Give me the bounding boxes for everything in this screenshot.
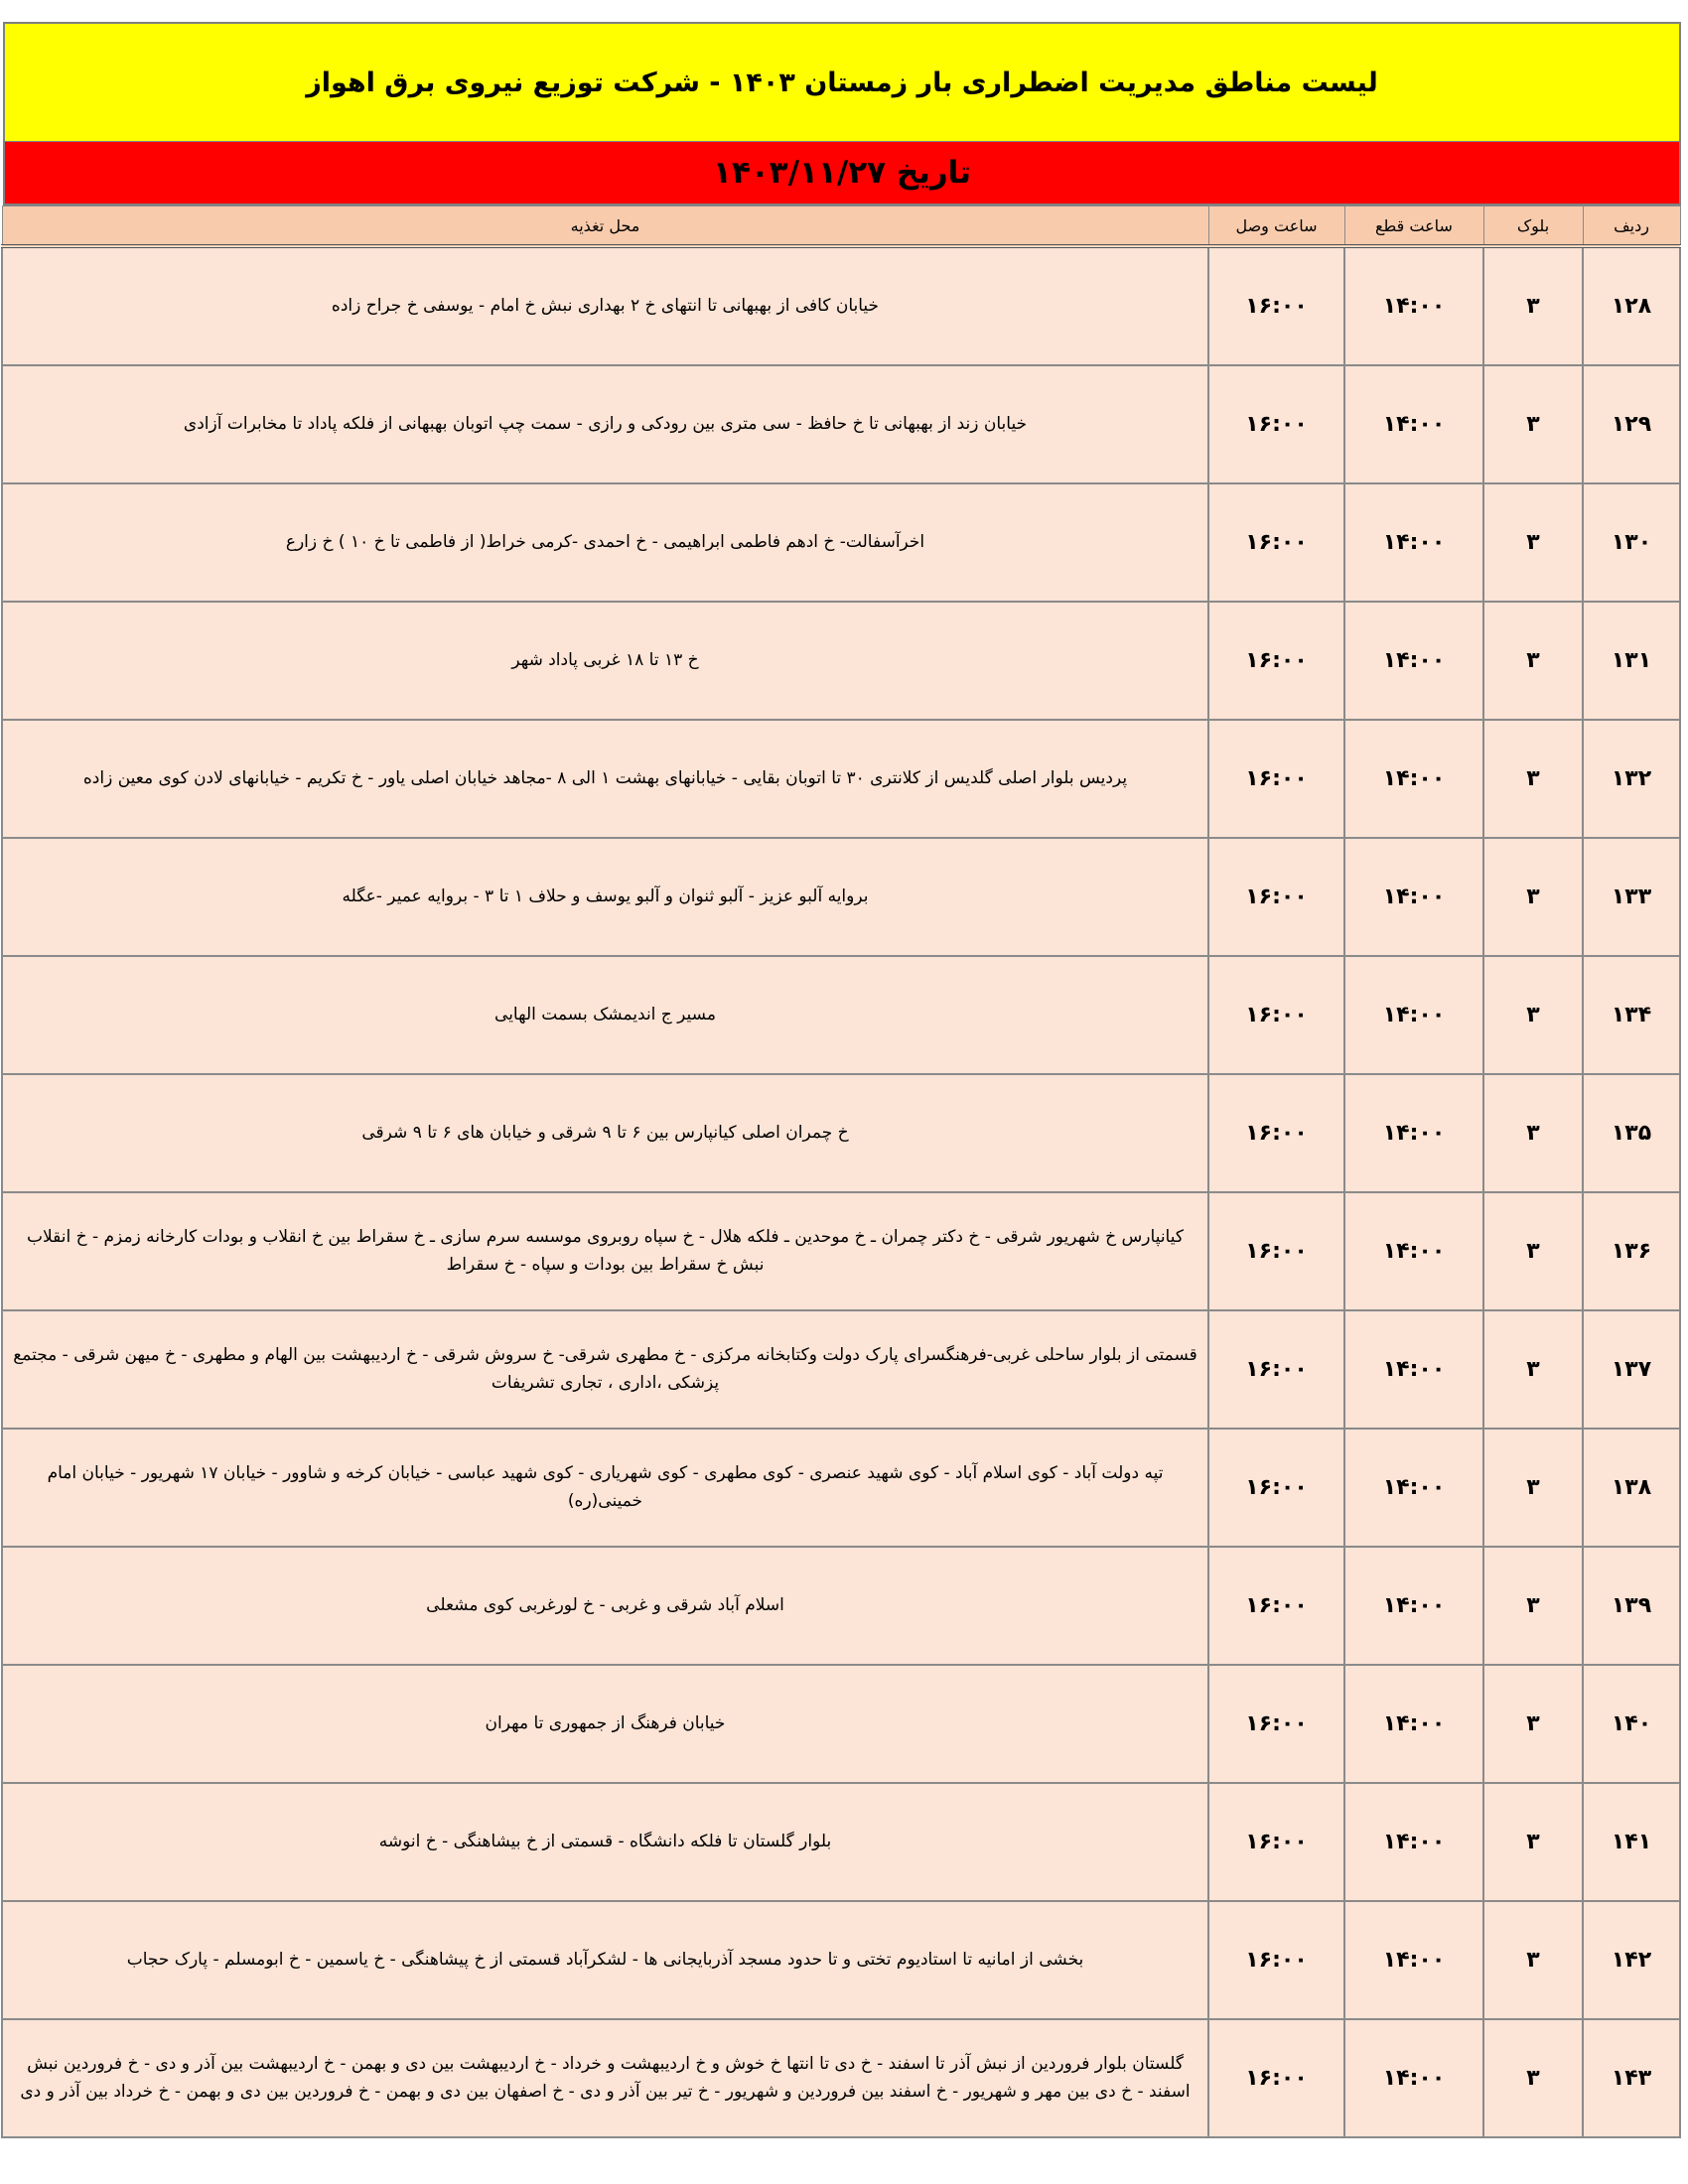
table-row (2, 602, 1680, 720)
cut-time-cell: ۱۴:۰۰ (1344, 1074, 1483, 1192)
row-number-cell: ۱۳۴ (1583, 956, 1680, 1074)
block-cell: ۳ (1483, 1074, 1583, 1192)
location-cell: پردیس بلوار اصلی گلدیس از کلانتری ۳۰ تا اتوبان بقایی - خیابانهای بهشت ۱ الی ۸ -مجاهد خیابان اصلی یاور - خ تکریم - خیابانهای لادن کوی معین زاده (2, 720, 1208, 838)
connect-time-cell: ۱۶:۰۰ (1208, 602, 1344, 720)
location-cell: قسمتی از بلوار ساحلی غربی-فرهنگسرای پارک دولت وکتابخانه مرکزی - خ مطهری شرقی- خ سروش شرقی - خ اردیبهشت بین الهام و مطهری - خ میهن شرقی - مجتمع پزشکی ،اداری ، تجاری تشریفات (2, 1310, 1208, 1429)
row-number-cell: ۱۴۳ (1583, 2019, 1680, 2137)
cut-time-cell: ۱۴:۰۰ (1344, 720, 1483, 838)
block-cell: ۳ (1483, 1665, 1583, 1783)
connect-time-cell: ۱۶:۰۰ (1208, 246, 1344, 365)
cut-time-cell: ۱۴:۰۰ (1344, 365, 1483, 483)
row-number-cell: ۱۲۹ (1583, 365, 1680, 483)
connect-time-cell: ۱۶:۰۰ (1208, 1547, 1344, 1665)
row-number-cell: ۱۳۷ (1583, 1310, 1680, 1429)
header-location: محل تغذیه (2, 206, 1208, 247)
block-cell: ۳ (1483, 1192, 1583, 1310)
block-cell: ۳ (1483, 838, 1583, 956)
cut-time-cell: ۱۴:۰۰ (1344, 1783, 1483, 1901)
cut-time-cell: ۱۴:۰۰ (1344, 1310, 1483, 1429)
connect-time-cell: ۱۶:۰۰ (1208, 365, 1344, 483)
row-number-cell: ۱۳۱ (1583, 602, 1680, 720)
row-number-cell: ۱۴۱ (1583, 1783, 1680, 1901)
connect-time-cell: ۱۶:۰۰ (1208, 483, 1344, 602)
table-row (2, 956, 1680, 1074)
table-row (2, 2019, 1680, 2137)
block-cell: ۳ (1483, 1783, 1583, 1901)
table-row (2, 483, 1680, 602)
table-row (2, 1192, 1680, 1310)
connect-time-cell: ۱۶:۰۰ (1208, 838, 1344, 956)
table-header-row (2, 206, 1680, 247)
location-cell: بروایه آلبو عزیز - آلبو ثنوان و آلبو یوسف و حلاف ۱ تا ۳ - بروایه عمیر -عگله (2, 838, 1208, 956)
location-cell: گلستان بلوار فروردین از نبش آذر تا اسفند - خ دی تا انتها خ خوش و خ اردیبهشت و خرداد - خ اردیبهشت بین دی و بهمن - خ اردیبهشت بین آذر و دی - خ فروردین نبش اسفند - خ دی بین مهر و شهریور - خ اسفند بین فروردین و شهریور - خ تیر بین آذر و دی - خ اصفهان بین دی و بهمن - خ فروردین بین دی و بهمن - خ خرداد بین آذر و دی (2, 2019, 1208, 2137)
location-cell: خیابان فرهنگ از جمهوری تا مهران (2, 1665, 1208, 1783)
block-cell: ۳ (1483, 720, 1583, 838)
connect-time-cell: ۱۶:۰۰ (1208, 1783, 1344, 1901)
block-cell: ۳ (1483, 956, 1583, 1074)
location-cell: کیانپارس خ شهریور شرقی - خ دکتر چمران ـ خ موحدین ـ فلکه هلال - خ سپاه روبروی موسسه سرم سازی ـ خ سقراط بین خ انقلاب و بودات کارخانه زمزم - خ انقلاب نبش خ سقراط بین بودات و سپاه - خ سقراط (2, 1192, 1208, 1310)
connect-time-cell: ۱۶:۰۰ (1208, 1310, 1344, 1429)
table-row (2, 1074, 1680, 1192)
connect-time-cell: ۱۶:۰۰ (1208, 1901, 1344, 2019)
row-number-cell: ۱۳۳ (1583, 838, 1680, 956)
cut-time-cell: ۱۴:۰۰ (1344, 1665, 1483, 1783)
row-number-cell: ۱۳۹ (1583, 1547, 1680, 1665)
table-row (2, 246, 1680, 365)
table-row (2, 1665, 1680, 1783)
header-block: بلوک (1483, 206, 1583, 247)
block-cell: ۳ (1483, 1901, 1583, 2019)
connect-time-cell: ۱۶:۰۰ (1208, 1665, 1344, 1783)
cut-time-cell: ۱۴:۰۰ (1344, 2019, 1483, 2137)
connect-time-cell: ۱۶:۰۰ (1208, 1192, 1344, 1310)
table-row (2, 1901, 1680, 2019)
block-cell: ۳ (1483, 1429, 1583, 1547)
cut-time-cell: ۱۴:۰۰ (1344, 956, 1483, 1074)
location-cell: خیابان کافی از بهبهانی تا انتهای خ ۲ بهداری نبش خ امام - یوسفی خ جراح زاده (2, 246, 1208, 365)
row-number-cell: ۱۳۵ (1583, 1074, 1680, 1192)
header-cut-time: ساعت قطع (1344, 206, 1483, 247)
row-number-cell: ۱۴۰ (1583, 1665, 1680, 1783)
location-cell: خ چمران اصلی کیانپارس بین ۶ تا ۹ شرقی و خیابان های ۶ تا ۹ شرقی (2, 1074, 1208, 1192)
location-cell: مسیر ج اندیمشک بسمت الهایی (2, 956, 1208, 1074)
connect-time-cell: ۱۶:۰۰ (1208, 2019, 1344, 2137)
row-number-cell: ۱۴۲ (1583, 1901, 1680, 2019)
location-cell: اخرآسفالت- خ ادهم فاطمی ابراهیمی - خ احمدی -کرمی خراط( از فاطمی تا خ ۱۰ ) خ زارع (2, 483, 1208, 602)
location-cell: خ ۱۳ تا ۱۸ غربی پاداد شهر (2, 602, 1208, 720)
table-row (2, 1783, 1680, 1901)
cut-time-cell: ۱۴:۰۰ (1344, 483, 1483, 602)
block-cell: ۳ (1483, 1310, 1583, 1429)
table-row (2, 720, 1680, 838)
connect-time-cell: ۱۶:۰۰ (1208, 720, 1344, 838)
cut-time-cell: ۱۴:۰۰ (1344, 602, 1483, 720)
cut-time-cell: ۱۴:۰۰ (1344, 1547, 1483, 1665)
block-cell: ۳ (1483, 483, 1583, 602)
cut-time-cell: ۱۴:۰۰ (1344, 838, 1483, 956)
cut-time-cell: ۱۴:۰۰ (1344, 1192, 1483, 1310)
location-cell: تپه دولت آباد - کوی اسلام آباد - کوی شهید عنصری - کوی مطهری - کوی شهریاری - کوی شهید عباسی - خیابان کرخه و شاوور - خیابان ۱۷ شهریور - خیابان امام خمینی(ره) (2, 1429, 1208, 1547)
table-row (2, 1547, 1680, 1665)
connect-time-cell: ۱۶:۰۰ (1208, 956, 1344, 1074)
row-number-cell: ۱۳۲ (1583, 720, 1680, 838)
table-row (2, 365, 1680, 483)
table-body (2, 246, 1680, 2137)
block-cell: ۳ (1483, 365, 1583, 483)
row-number-cell: ۱۳۶ (1583, 1192, 1680, 1310)
row-number-cell: ۱۳۸ (1583, 1429, 1680, 1547)
emergency-load-schedule-sheet (3, 22, 1681, 2138)
row-number-cell: ۱۲۸ (1583, 246, 1680, 365)
row-number-cell: ۱۳۰ (1583, 483, 1680, 602)
document-date: تاریخ ۱۴۰۳/۱۱/۲۷ (3, 141, 1681, 205)
cut-time-cell: ۱۴:۰۰ (1344, 1901, 1483, 2019)
header-connect-time: ساعت وصل (1208, 206, 1344, 247)
document-title: لیست مناطق مدیریت اضطراری بار زمستان ۱۴۰۳ - شرکت توزیع نیروی برق اهواز (3, 22, 1681, 141)
table-row (2, 1429, 1680, 1547)
header-row-number: ردیف (1583, 206, 1680, 247)
block-cell: ۳ (1483, 246, 1583, 365)
location-cell: اسلام آباد شرقی و غربی - خ لورغربی کوی مشعلی (2, 1547, 1208, 1665)
table-row (2, 1310, 1680, 1429)
cut-time-cell: ۱۴:۰۰ (1344, 1429, 1483, 1547)
outage-table (1, 205, 1681, 2138)
connect-time-cell: ۱۶:۰۰ (1208, 1074, 1344, 1192)
location-cell: بخشی از امانیه تا استادیوم تختی و تا حدود مسجد آذربایجانی ها - لشکرآباد قسمتی از خ پیشاهنگی - خ یاسمین - خ ابومسلم - پارک حجاب (2, 1901, 1208, 2019)
location-cell: خیابان زند از بهبهانی تا خ حافظ - سی متری بین رودکی و رازی - سمت چپ اتوبان بهبهانی از فلکه پاداد تا مخابرات آزادی (2, 365, 1208, 483)
location-cell: بلوار گلستان تا فلکه دانشگاه - قسمتی از خ بیشاهنگی - خ انوشه (2, 1783, 1208, 1901)
table-row (2, 838, 1680, 956)
block-cell: ۳ (1483, 2019, 1583, 2137)
block-cell: ۳ (1483, 602, 1583, 720)
block-cell: ۳ (1483, 1547, 1583, 1665)
cut-time-cell: ۱۴:۰۰ (1344, 246, 1483, 365)
connect-time-cell: ۱۶:۰۰ (1208, 1429, 1344, 1547)
